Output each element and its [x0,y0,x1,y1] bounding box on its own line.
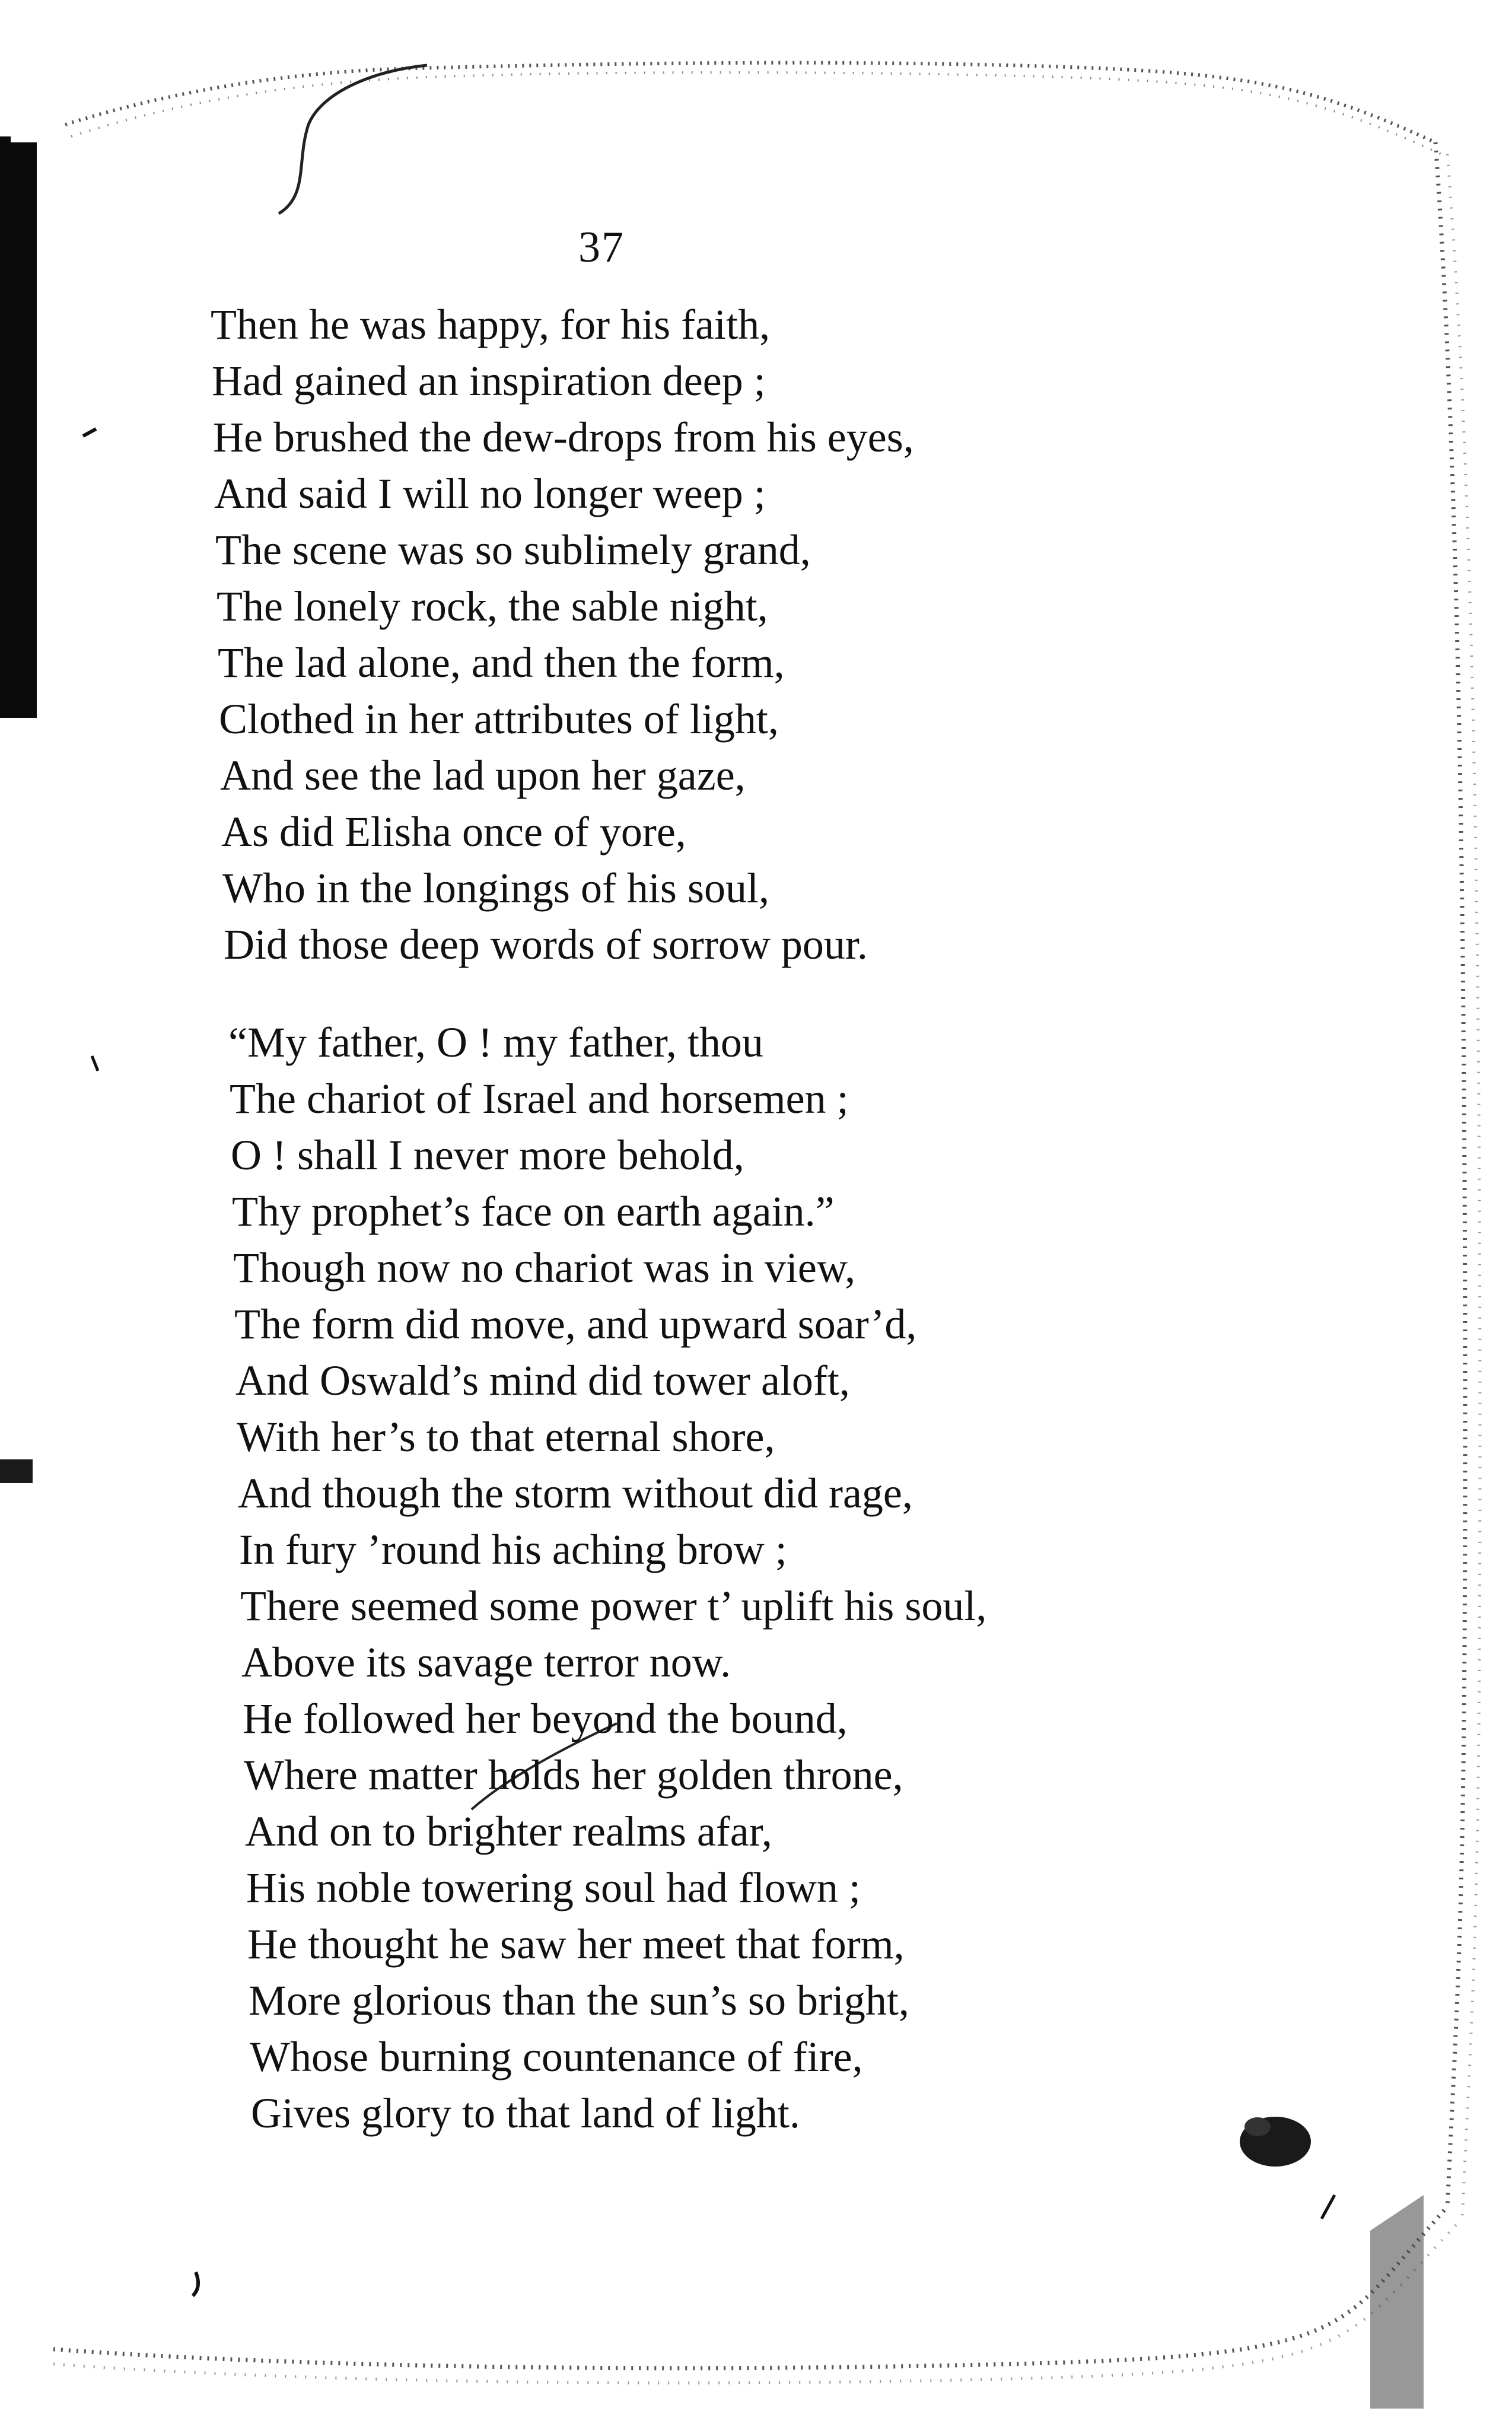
scan-margin-bar [0,142,37,718]
page-number: 37 [578,223,625,272]
verse-line: He thought he saw her meet that form, [247,1920,905,1968]
verse-line: In fury ’round his aching brow ; [239,1526,787,1573]
scan-margin-mark [0,136,11,172]
verse-line: The chariot of Israel and horsemen ; [230,1075,849,1122]
verse-line: And see the lad upon her gaze, [220,752,746,799]
verse-line: Above its savage terror now. [241,1639,731,1686]
verse-line: The lad alone, and then the form, [218,639,785,686]
verse-line: He followed her beyond the bound, [243,1695,848,1742]
verse-line: And Oswald’s mind did tower aloft, [235,1357,850,1404]
stanza-2 [228,1014,986,2142]
verse-line: Thy prophet’s face on earth again.” [232,1188,835,1235]
verse-line: The scene was so sublimely grand, [215,526,811,574]
verse-line: As did Elisha once of yore, [221,808,686,855]
verse-line: And though the storm without did rage, [238,1469,913,1517]
verse-line: More glorious than the sun’s so bright, [249,1977,909,2024]
verse-line: There seemed some power t’ uplift his soul, [240,1582,987,1630]
verse-line: He brushed the dew-drops from his eyes, [213,413,914,461]
verse-line: Though now no chariot was in view, [233,1244,856,1291]
verse-line: O ! shall I never more behold, [231,1131,744,1179]
stanza-1 [211,297,914,973]
verse-line: Who in the longings of his soul, [222,864,769,912]
verse-line: The form did move, and upward soar’d, [234,1300,917,1348]
verse-line: Did those deep words of sorrow pour. [224,921,868,968]
verse-line: Clothed in her attributes of light, [219,695,779,743]
verse-line: “My father, O ! my father, thou [228,1019,763,1066]
verse-line: Where matter holds her golden throne, [244,1751,903,1799]
verse-line: With her’s to that eternal shore, [237,1413,775,1461]
verse-line: And said I will no longer weep ; [214,470,766,517]
verse-line: Then he was happy, for his faith, [211,301,771,348]
verse-line: Whose burning countenance of fire, [250,2033,863,2081]
verse-line: Had gained an inspiration deep ; [212,357,766,405]
verse-line: The lonely rock, the sable night, [217,583,768,630]
verse-line: His noble towering soul had flown ; [246,1864,861,1911]
verse-line: And on to brighter realms afar, [245,1808,772,1855]
verse-line: Gives glory to that land of light. [251,2089,800,2137]
